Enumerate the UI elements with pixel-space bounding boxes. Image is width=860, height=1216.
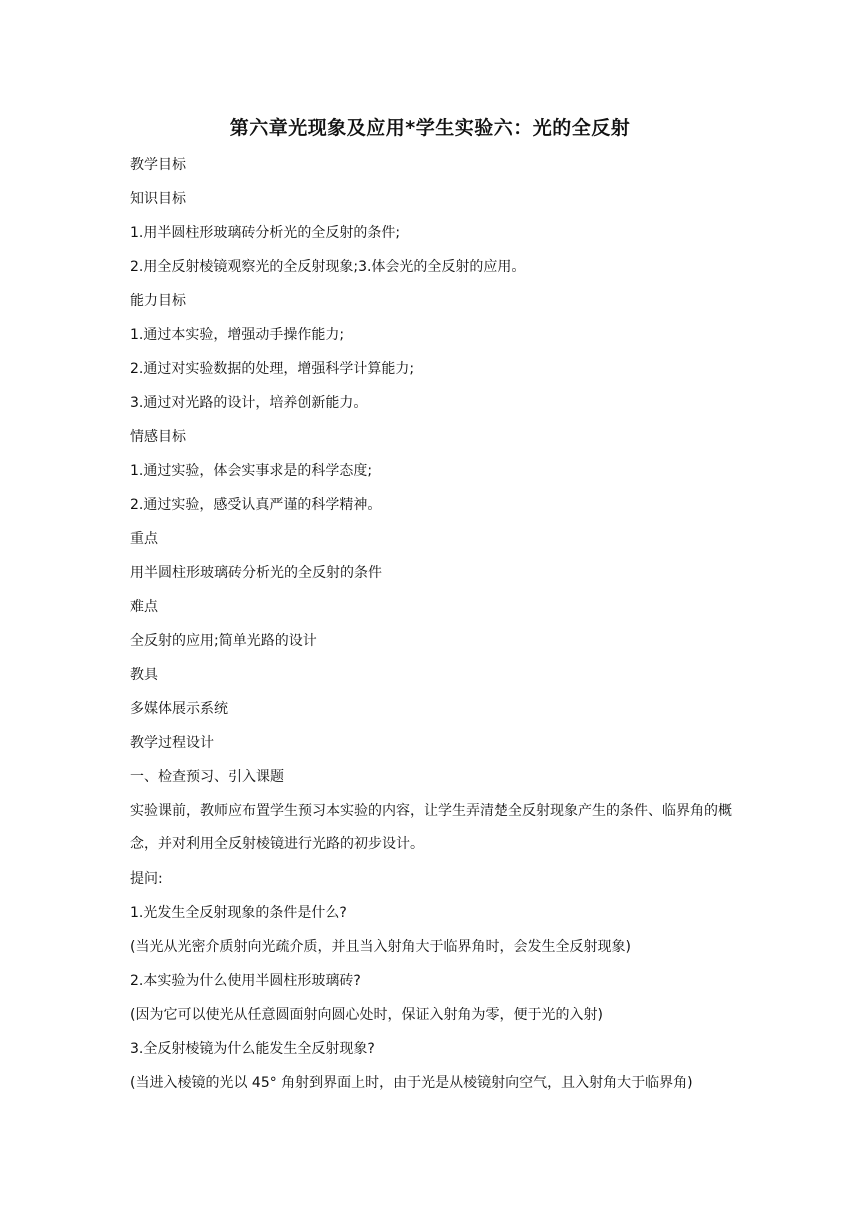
- heading-teaching-aids: 教具: [130, 667, 158, 683]
- emotion-goal-2: 2.通过实验，感受认真严谨的科学精神。: [130, 497, 382, 513]
- answer-1: (当光从光密介质射向光疏介质，并且当入射角大于临界角时，会发生全反射现象): [130, 939, 631, 955]
- section-1-heading: 一、检查预习、引入课题: [130, 769, 284, 785]
- key-point-text: 用半圆柱形玻璃砖分析光的全反射的条件: [130, 565, 382, 581]
- ability-goal-2: 2.通过对实验数据的处理，增强科学计算能力;: [130, 361, 415, 377]
- answer-3: (当进入棱镜的光以 45° 角射到界面上时，由于光是从棱镜射向空气，且入射角大于临界角): [130, 1075, 693, 1091]
- heading-difficulty: 难点: [130, 599, 158, 615]
- heading-key-point: 重点: [130, 531, 158, 547]
- answer-2: (因为它可以使光从任意圆面射向圆心处时，保证入射角为零，便于光的入射): [130, 1007, 603, 1023]
- question-1: 1.光发生全反射现象的条件是什么?: [130, 905, 347, 921]
- emotion-goal-1: 1.通过实验，体会实事求是的科学态度;: [130, 463, 373, 479]
- ability-goal-3: 3.通过对光路的设计，培养创新能力。: [130, 395, 368, 411]
- heading-knowledge-goals: 知识目标: [130, 191, 186, 207]
- question-3: 3.全反射棱镜为什么能发生全反射现象?: [130, 1041, 375, 1057]
- difficulty-text: 全反射的应用;简单光路的设计: [130, 633, 317, 649]
- heading-ability-goals: 能力目标: [130, 293, 186, 309]
- preview-paragraph: 实验课前，教师应布置学生预习本实验的内容，让学生弄清楚全反射现象产生的条件、临界角的概念，并对利用全反射棱镜进行光路的初步设计。: [130, 803, 732, 852]
- document-title: 第六章光现象及应用*学生实验六：光的全反射: [229, 117, 631, 139]
- question-2: 2.本实验为什么使用半圆柱形玻璃砖?: [130, 973, 361, 989]
- teaching-aids-text: 多媒体展示系统: [130, 701, 228, 717]
- heading-process-design: 教学过程设计: [130, 735, 214, 751]
- heading-emotion-goals: 情感目标: [130, 429, 186, 445]
- heading-teaching-goals: 教学目标: [130, 157, 186, 173]
- document-body: [130, 155, 740, 1107]
- knowledge-goal-1: 1.用半圆柱形玻璃砖分析光的全反射的条件;: [130, 225, 401, 241]
- knowledge-goal-2-3: 2.用全反射棱镜观察光的全反射现象;3.体会光的全反射的应用。: [130, 259, 526, 275]
- ability-goal-1: 1.通过本实验，增强动手操作能力;: [130, 327, 345, 343]
- questions-label: 提问:: [130, 871, 163, 887]
